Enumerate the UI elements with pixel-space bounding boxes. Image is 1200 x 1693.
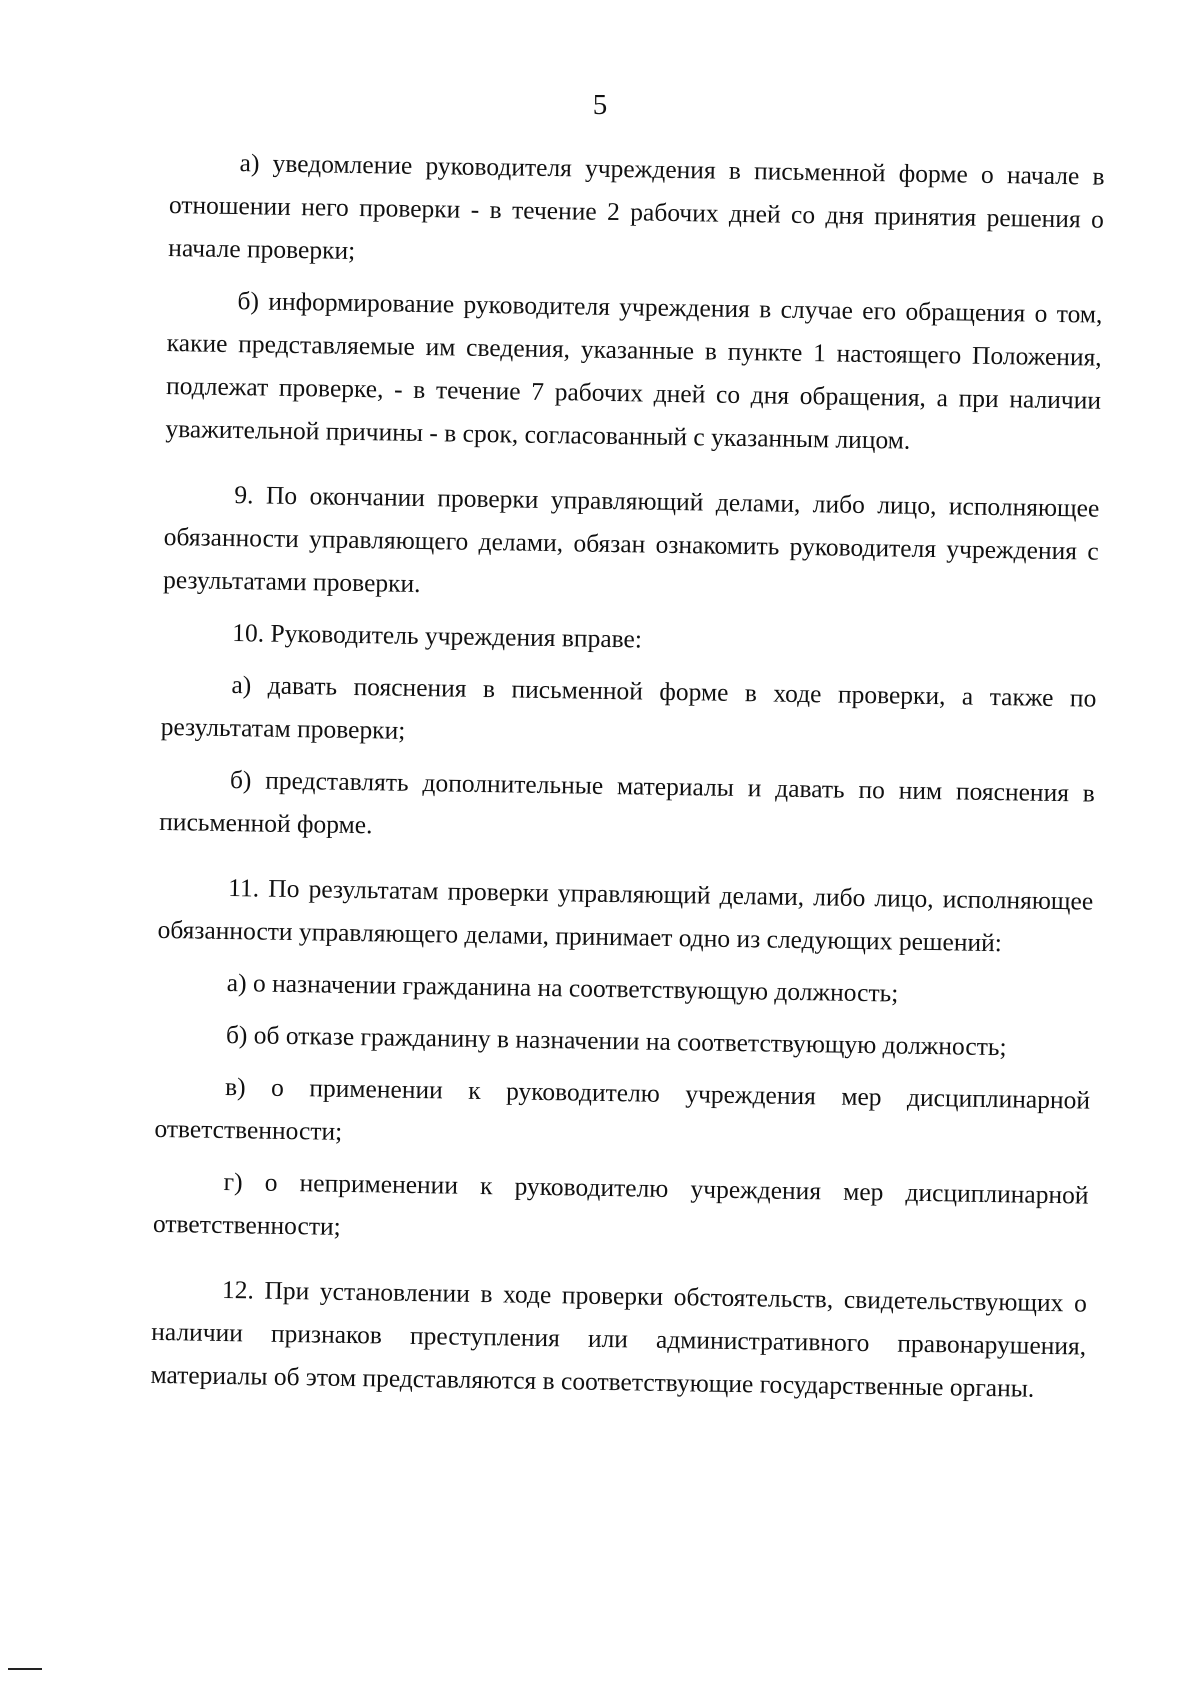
- paragraph-8a: а) уведомление руководителя учреждения в письменной форме о начале в отношении него проверки - в течение 2 рабочих дней со дня принятия решения о начале проверки;: [168, 148, 1105, 265]
- paragraph-9: 9. По окончании проверки управляющий делами, либо лицо, исполняющее обязанности управляющего делами, обязан ознакомить руководителя учреждения с результатами проверки.: [162, 480, 1100, 598]
- margin-dash-mark: [8, 1668, 42, 1670]
- page-number: 5: [592, 89, 608, 121]
- paragraph-11a: а) о назначении гражданина на соответствующую должность;: [226, 967, 899, 1008]
- paragraph-11v: в) о применении к руководителю учреждения мер дисциплинарной ответственности;: [154, 1071, 1091, 1146]
- paragraph-11: 11. По результатам проверки управляющий делами, либо лицо, исполняющее обязанности управляющего делами, принимает одно из следующих решений:: [157, 873, 1094, 958]
- paragraph-12: 12. При установлении в ходе проверки обстоятельств, свидетельствующих о наличии признаков преступления или административного правонарушения, материалы об этом представляются в соответствующие государственные органы.: [150, 1274, 1088, 1403]
- paragraph-11b: б) об отказе гражданину в назначении на соответствующую должность;: [225, 1019, 1007, 1062]
- paragraph-10a: а) давать пояснения в письменной форме в ходе проверки, а также по результатам проверки;: [160, 670, 1097, 745]
- paragraph-11g: г) о неприменении к руководителю учреждения мер дисциплинарной ответственности;: [152, 1166, 1089, 1241]
- document-body: [150, 140, 1105, 1420]
- paragraph-10: 10. Руководитель учреждения вправе:: [232, 618, 643, 654]
- paragraph-8b: б) информирование руководителя учреждения в случае его обращения о том, какие представляемые им сведения, указанные в пункте 1 настоящего Положения, подлежат проверке, - в течение 7 рабочих дней со дня обращения, а при наличии уважительной причины - в срок, согласованный с указанным лицом.: [165, 286, 1103, 455]
- paragraph-10b: б) представлять дополнительные материалы и давать по ним пояснения в письменной форме.: [159, 765, 1096, 840]
